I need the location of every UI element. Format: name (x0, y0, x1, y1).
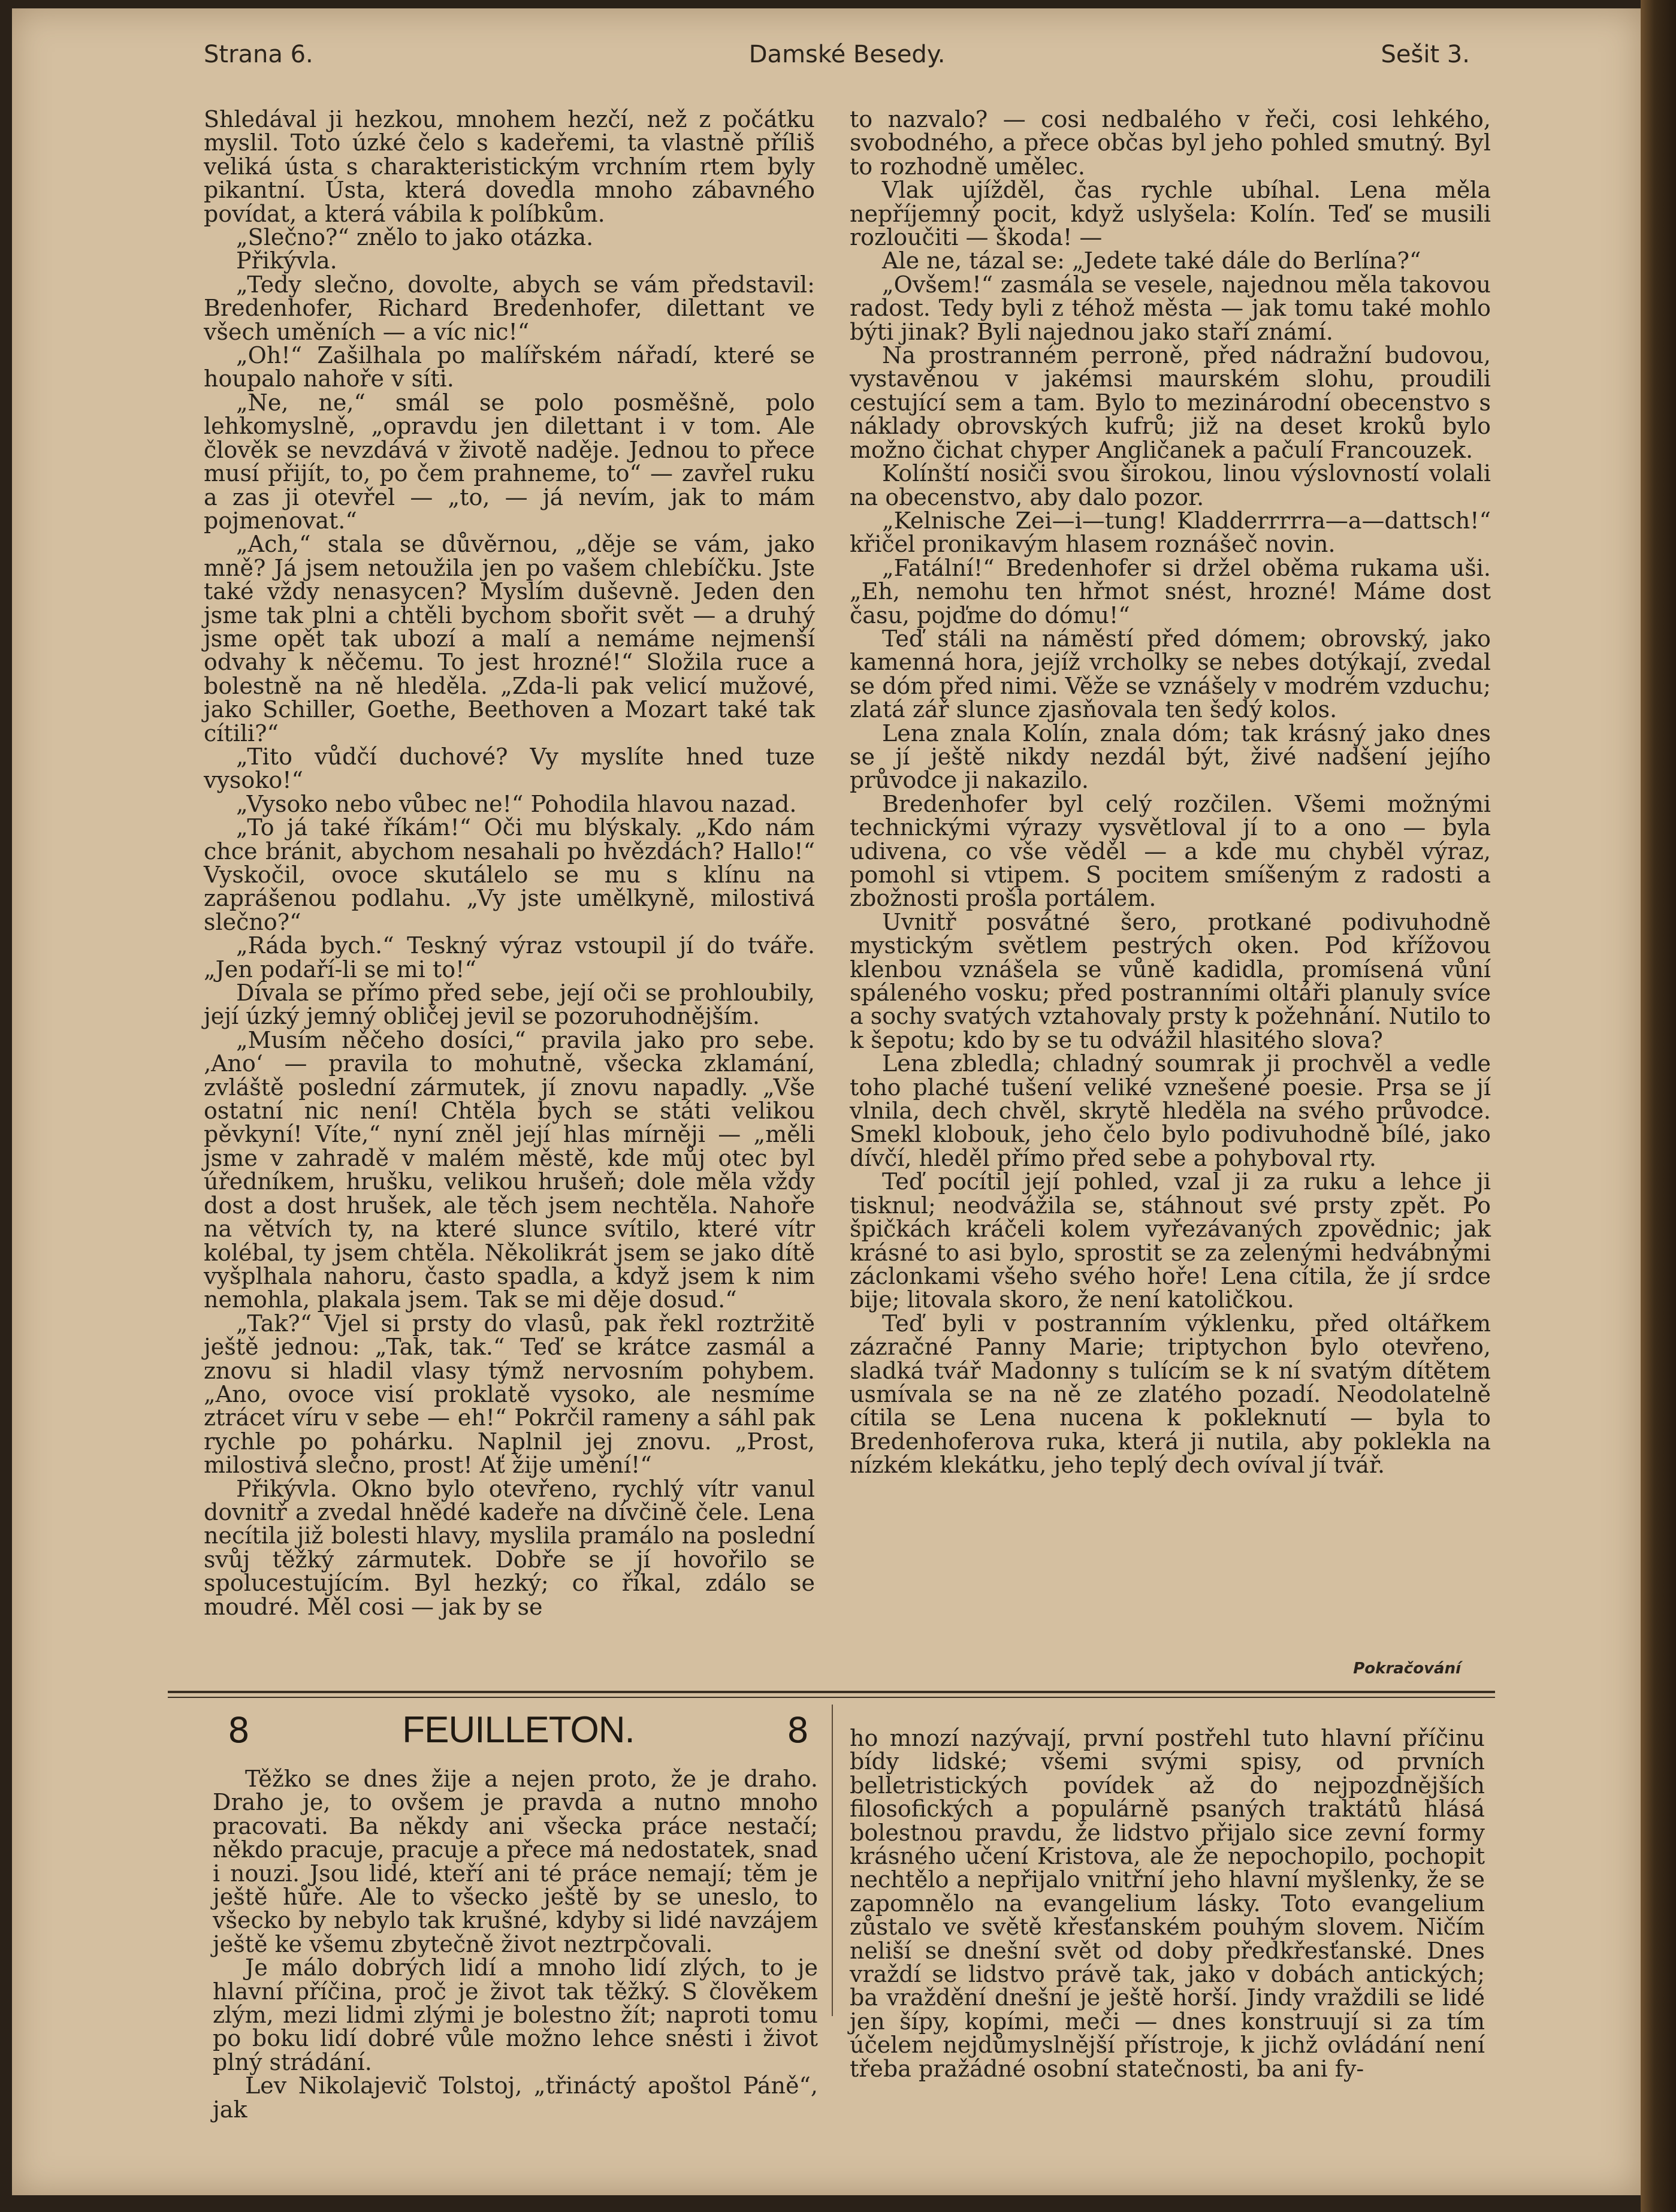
section-divider (168, 1691, 1495, 1693)
paragraph: „Slečno?“ znělo to jako otázka. (236, 224, 594, 251)
paragraph: „Tito vůdčí duchové? Vy myslíte hned tuze vysoko!“ (204, 743, 815, 794)
paragraph: „Musím něčeho dosíci,“ pravila jako pro sebe. ‚Ano‘ — pravila to mohutně, všecka zklamání, zvláště poslední zármutek, jí znovu napadly. „Vše ostatní nic není! Chtěla bych se státi velikou pěvkyní! Víte,“ nyní zněl její hlas mírněji — „měli jsme v zahradě v malém městě, kde můj otec byl úředníkem, hrušku, velikou hrušeň; dole měla vždy dost a dost hrušek, ale těch jsem nechtěla. Nahoře na větvích ty, na které slunce svítilo, které vítr kolébal, ty jsem chtěla. Několikrát jsem se jako dítě vyšplhala nahoru, často spadla, a když jsem k nim nemohla, plakala jsem. Tak se mi děje dosud.“ (204, 1026, 815, 1313)
paragraph: Těžko se dnes žije a nejen proto, že je draho. Draho je, to ovšem je pravda a nutno mnoho pracovati. Ba někdy ani všecka práce nestačí; někdo pracuje, pracuje a přece má nedostatek, snad i nouzi. Jsou lidé, kteří ani té práce nemají; těm je ještě hůře. Ale to všecko ještě by se uneslo, to všecko by nebylo tak krušné, kdyby si lidé navzájem ještě ke všemu zbytečně život neztrpčovali. (213, 1766, 818, 1957)
paragraph: „To já také říkám!“ Oči mu blýskaly. „Kdo nám chce bránit, abychom nesahali po hvězdách? Hallo!“ Vyskočil, ovoce skutálelo se mu s klínu na zaprášenou podlahu. „Vy jste umělkyně, milostivá slečno?“ (204, 814, 815, 935)
story-column-right (850, 108, 1491, 1477)
paragraph: Teď pocítil její pohled, vzal ji za ruku a lehce ji tisknul; neodvážila se, stáhnout své prsty zpět. Po špičkách kráčeli kolem vyřezávaných zpovědnic; jak krásné to asi bylo, sprostit se za zelenými hedvábnými záclonkami všeho svého hoře! Lena cítila, že jí srdce bije; litovala skoro, že není katoličkou. (850, 1168, 1491, 1313)
paragraph: Přikývla. (236, 247, 337, 274)
paragraph: „Ráda bych.“ Teskný výraz vstoupil jí do tváře. „Jen podaří-li se mi to!“ (204, 932, 815, 983)
paragraph: „Tak?“ Vjel si prsty do vlasů, pak řekl roztržitě ještě jednou: „Tak, tak.“ Teď se krátce zasmál a znovu si hladil vlasy týmž nervosním pohybem. „Ano, ovoce visí proklatě vysoko, ale nesmíme ztrácet víru v sebe — eh!“ Pokrčil rameny a sáhl pak rychle po pohárku. Naplnil jej znovu. „Prost, milostivá slečno, prost! Ať žije umění!“ (204, 1310, 815, 1479)
page-number: Strana 6. (204, 41, 313, 68)
paragraph: Lev Nikolajevič Tolstoj, „třináctý apoštol Páně“, jak (213, 2072, 818, 2123)
paragraph: Teď byli v postranním výklenku, před oltářkem zázračné Panny Marie; triptychon bylo otevřeno, sladká tvář Madonny s tulícím se k ní svatým dítětem usmívala se na ně ze zlatého pozadí. Neodolatelně cítila se Lena nucena k pokleknutí — byla to Bredenhoferova ruka, která ji nutila, aby poklekla na nízkém klekátku, jeho teplý dech ovíval jí tvář. (850, 1310, 1491, 1479)
feuilleton-title: FEUILLETON. (402, 1709, 635, 1751)
paragraph: „Kelnische Zei—i—tung! Kladderrrrra—a—dattsch!“ křičel pronikavým hlasem roznášeč novin. (850, 507, 1491, 558)
page-header (204, 41, 1470, 68)
paragraph: „Ach,“ stala se důvěrnou, „děje se vám, jako mně? Já jsem netoužila jen po vašem chlebíčku. Jste také vždy nenasycen? Myslím duševně. Jeden den jsme tak plni a chtěli bychom sbořit svět — a druhý jsme opět tak ubozí a malí a nemáme nejmenší odvahy k něčemu. To jest hrozné!“ Složila ruce a bolestně na ně hleděla. „Zda-li pak velicí mužové, jako Schiller, Goethe, Beethoven a Mozart také tak cítili?“ (204, 531, 815, 747)
publication-title: Damské Besedy. (748, 41, 946, 68)
feuilleton-column-right (850, 1727, 1485, 2081)
column-divider (832, 1705, 833, 2016)
paragraph: „Tedy slečno, dovolte, abych se vám představil: Bredenhofer, Richard Bredenhofer, dilettant ve všech uměních — a víc nic!“ (204, 271, 815, 345)
ornament-right-icon: 8 (787, 1709, 809, 1751)
feuilleton-heading (228, 1709, 809, 1751)
paragraph: Na prostranném perroně, před nádražní budovou, vystavěnou v jakémsi maurském slohu, proudili cestující sem a tam. Bylo to mezinárodní obecenstvo s náklady obrovských kufrů; již na deset kroků bylo možno čichat chyper Angličanek a pačulí Francouzek. (850, 342, 1491, 463)
paragraph: Kolínští nosiči svou širokou, linou výslovností volali na obecenstvo, aby dalo pozor. (850, 460, 1491, 510)
paragraph: Přikývla. Okno bylo otevřeno, rychlý vítr vanul dovnitř a zvedal hnědé kadeře na dívčině čele. Lena necítila již bolesti hlavy, myslila pramálo na poslední svůj těžký zármutek. Dobře se jí hovořilo se spolucestujícím. Byl hezký; co říkal, zdálo se moudré. Měl cosi — jak by se (204, 1475, 815, 1620)
paragraph: Vlak ujížděl, čas rychle ubíhal. Lena měla nepříjemný pocit, když uslyšela: Kolín. Teď se musili rozloučiti — škoda! — (850, 177, 1491, 251)
paragraph: Uvnitř posvátné šero, protkané podivuhodně mystickým světlem pestrých oken. Pod křížovou klenbou vznášela se vůně kadidla, promísená vůní spáleného vosku; před postranními oltáři planuly svíce a sochy svatých vztahovaly prsty k požehnání. Nutilo to k šepotu; kdo by se tu odvážil hlasitého slova? (850, 908, 1491, 1053)
section-divider-thin (168, 1697, 1495, 1698)
continued-note: Pokračování (1353, 1660, 1461, 1678)
paragraph: Bredenhofer byl celý rozčilen. Všemi možnými technickými výrazy vysvětloval jí to a ono — byla udivena, co vše věděl — a kde mu chyběl výraz, pomohl si vtipem. S pocitem smíšeným z radosti a zbožnosti prošla portálem. (850, 790, 1491, 912)
paragraph: „Ovšem!“ zasmála se vesele, najednou měla takovou radost. Tedy byli z téhož města — jak tomu také mohlo býti jinak? Byli najednou jako staří známí. (850, 271, 1491, 345)
feuilleton-column-left (213, 1767, 818, 2122)
paragraph: Lena zbledla; chladný soumrak ji prochvěl a vedle toho plaché tušení veliké vznešené poesie. Prsa se jí vlnila, dech chvěl, skrytě hleděla na svého průvodce. Smekl klobouk, jeho čelo bylo podivuhodně bílé, jako dívčí, hleděl přímo před sebe a pohyboval rty. (850, 1050, 1491, 1171)
paragraph: „Ne, ne,“ smál se polo posměšně, polo lehkomyslně, „opravdu jen dilettant i v tom. Ale člověk se nevzdává v životě naděje. Jednou to přece musí přijít, to, po čem prahneme, to“ — zavřel ruku a zas ji otevřel — „to, — já nevím, jak to mám pojmenovat.“ (204, 389, 815, 534)
paragraph: ho mnozí nazývají, první postřehl tuto hlavní příčinu bídy lidské; všemi svými spisy, od prvních belletristických povídek až do nejpozdnějších filosofických a populárně psaných traktátů hlásá bolestnou pravdu, že lidstvo přijalo sice zevní formy krásného učení Kristova, ale že nepochopilo, pochopit nechtělo a nepřijalo vnitřní jeho hlavní myšlenky, že se zapomnělo na evangelium lásky. Toto evangelium zůstalo ve světě křesťanském pouhým slovem. Ničím neliší se dnešní svět od doby předkřesťanské. Dnes vraždí se lidstvo právě tak, jako v dobách antických; ba vraždění dnešní je ještě horší. Jindy vraždili se lidé jen šípy, kopími, meči — dnes konstruují si za tím účelem nejdůmyslnější přístroje, k jichž ovládání není třeba pražádné osobní statečnosti, ba ani fy- (850, 1725, 1485, 2082)
paragraph: Je málo dobrých lidí a mnoho lidí zlých, to je hlavní příčina, proč je život tak těžký. S člověkem zlým, mezi lidmi zlými je bolestno žít; naproti tomu po boku lidí dobré vůle možno lehce snésti i život plný strádání. (213, 1954, 818, 2075)
paragraph: „Oh!“ Zašilhala po malířském nářadí, které se houpalo nahoře v síti. (204, 342, 815, 392)
paragraph: Ale ne, tázal se: „Jedete také dále do Berlína?“ (882, 247, 1421, 274)
paragraph: Teď stáli na náměstí před dómem; obrovský, jako kamenná hora, jejíž vrcholky se nebes dotýkají, zvedal se dóm před nimi. Věže se vznášely v modrém vzduchu; zlatá zář slunce zjasňovala ten šedý kolos. (850, 625, 1491, 723)
issue-number: Sešit 3. (1381, 41, 1470, 68)
paragraph: „Fatální!“ Bredenhofer si držel oběma rukama uši. „Eh, nemohu ten hřmot snést, hrozné! Máme dost času, pojďme do dómu!“ (850, 554, 1491, 628)
book-spine (1641, 0, 1676, 2212)
story-column-left (204, 108, 815, 1619)
paragraph: Shledával ji hezkou, mnohem hezčí, než z počátku myslil. Toto úzké čelo s kadeřemi, ta vlastně příliš veliká ústa s charakteristickým vrchním rtem byly pikantní. Ústa, která dovedla mnoho zábavného povídat, a která vábila k políbkům. (204, 106, 815, 227)
ornament-left-icon: 8 (228, 1709, 250, 1751)
paragraph: to nazvalo? — cosi nedbalého v řeči, cosi lehkého, svobodného, a přece občas byl jeho pohled smutný. Byl to rozhodně umělec. (850, 106, 1491, 180)
paragraph: Dívala se přímo před sebe, její oči se prohloubily, její úzký jemný obličej jevil se pozoruhodnějším. (204, 980, 815, 1030)
paragraph: „Vysoko nebo vůbec ne!“ Pohodila hlavou nazad. (236, 790, 797, 817)
paragraph: Lena znala Kolín, znala dóm; tak krásný jako dnes se jí ještě nikdy nezdál být, živé nadšení jejího průvodce ji nakazilo. (850, 720, 1491, 794)
